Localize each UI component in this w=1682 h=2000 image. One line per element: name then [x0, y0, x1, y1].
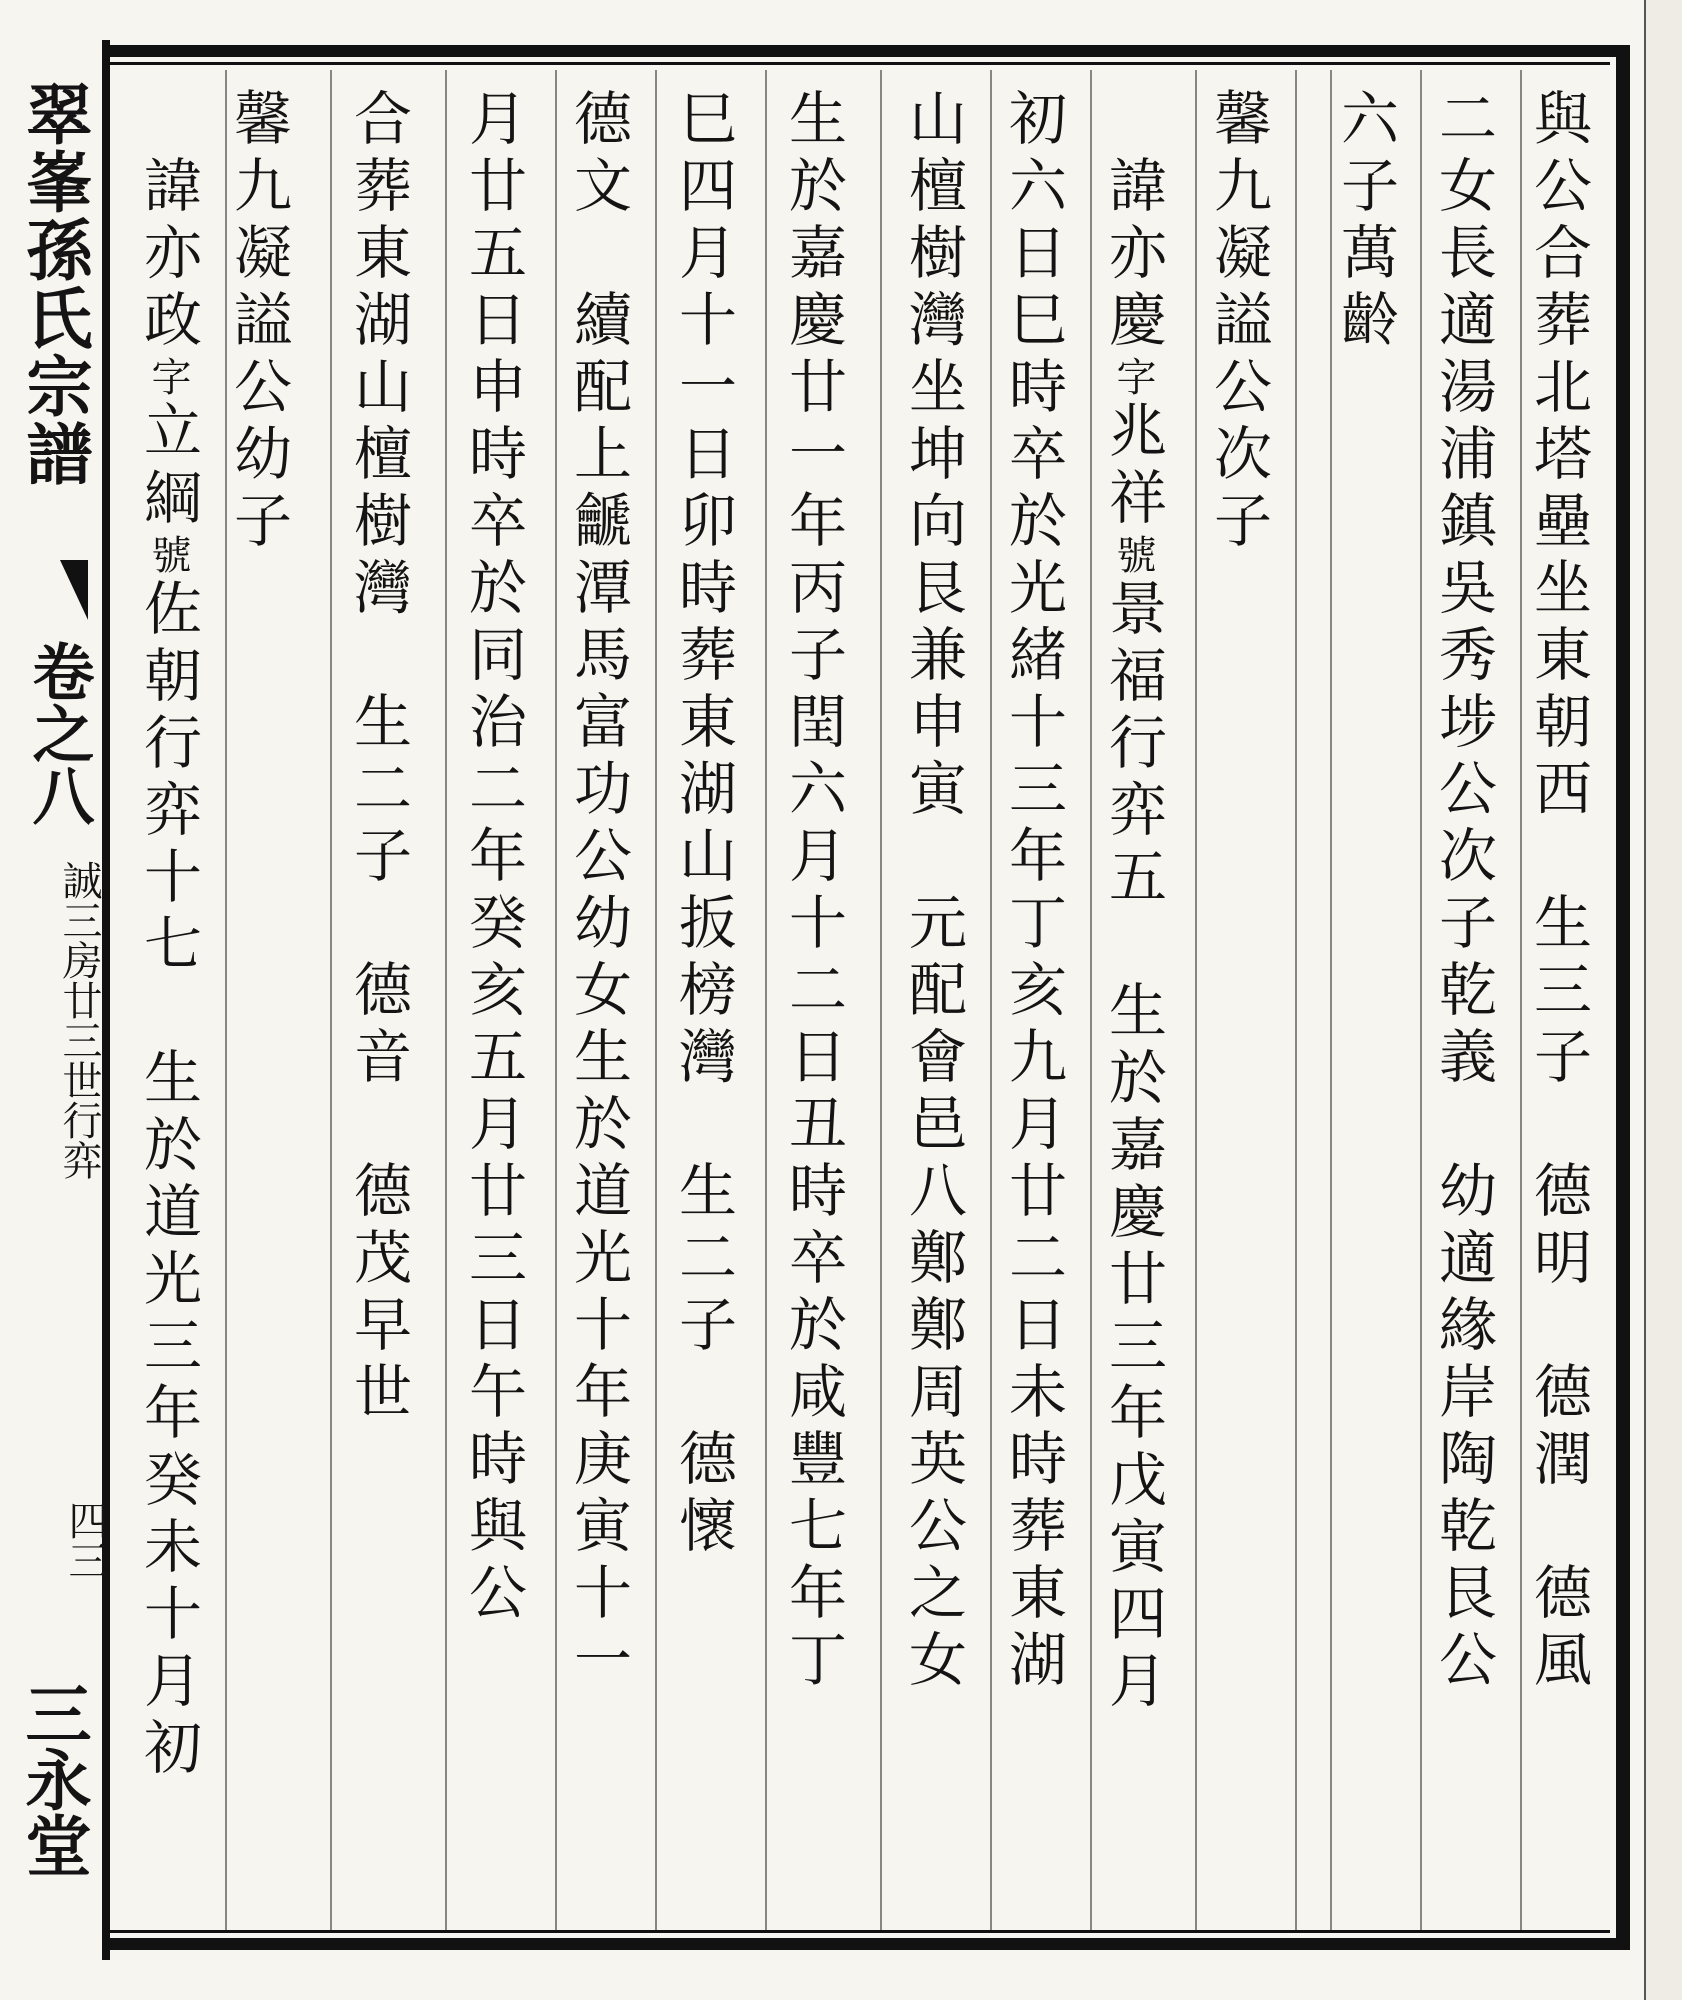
volume-label: 卷之八 [22, 640, 95, 826]
column-rule [330, 70, 332, 1930]
branch-generation-label: 誠三房廿三世行弈 [56, 860, 102, 1180]
book-title: 翠峯孫氏宗譜 [15, 80, 93, 488]
column-rule [765, 70, 767, 1930]
column-text: 初六日巳時卒於光緒十三年丁亥九月廿二日未時葬東湖 [999, 88, 1067, 1696]
column-rule [1195, 70, 1197, 1930]
column-text: 諱亦政 [134, 88, 202, 356]
page-number: 四三 [62, 1500, 108, 1580]
column-text: 佐朝行弈十七 生於道光三年癸未十月初 [134, 578, 202, 1784]
text-column [899, 88, 967, 1696]
annotation-text: 號 [145, 534, 191, 578]
fishtail-mark [60, 560, 88, 620]
column-text: 山檀樹灣坐坤向艮兼申寅 元配會邑八鄭鄭周英公之女 [899, 88, 967, 1696]
text-column [999, 88, 1067, 1696]
text-column [1204, 88, 1272, 557]
text-column [564, 88, 632, 1696]
text-column [459, 88, 527, 1629]
column-rule [555, 70, 557, 1930]
page-margin-strip [0, 40, 110, 1960]
text-column [779, 88, 847, 1696]
bottom-rule [110, 1930, 1610, 1933]
column-rule [1420, 70, 1422, 1930]
binding-edge [1644, 0, 1682, 2000]
text-column [134, 88, 202, 1784]
column-rule [990, 70, 992, 1930]
column-text: 月廿五日申時卒於同治二年癸亥五月廿三日午時與公 [459, 88, 527, 1629]
page-frame [110, 45, 1630, 1950]
column-text: 合葬東湖山檀樹灣 生二子 德音 德茂早世 [344, 88, 412, 1428]
text-column [1429, 88, 1497, 1696]
text-column [1099, 88, 1167, 1717]
column-rule [1295, 70, 1297, 1930]
column-text: 馨九凝謚公次子 [1204, 88, 1272, 557]
column-text: 馨九凝謚公幼子 [224, 88, 292, 557]
top-rule [110, 62, 1610, 65]
column-text: 巳四月十一日卯時葬東湖山扳榜灣 生二子 德懷 [669, 88, 737, 1562]
column-text: 生於嘉慶廿一年丙子閏六月十二日丑時卒於咸豐七年丁 [779, 88, 847, 1696]
column-rule [655, 70, 657, 1930]
text-column [344, 88, 412, 1428]
column-text: 景福行弈五 生於嘉慶廿三年戊寅四月 [1099, 578, 1167, 1717]
column-text: 立綱 [134, 400, 202, 534]
annotation-text: 字 [145, 356, 191, 400]
column-text: 德文 續配上䶵潭馬富功公幼女生於道光十年庚寅十一 [564, 88, 632, 1696]
column-text: 六子萬齡 [1331, 88, 1399, 356]
column-rule [880, 70, 882, 1930]
annotation-text: 字 [1110, 356, 1156, 400]
column-text: 二女長適湯浦鎮吳秀埗公次子乾義 幼適緣岸陶乾艮公 [1429, 88, 1497, 1696]
column-rule [445, 70, 447, 1930]
text-column [669, 88, 737, 1562]
text-column [1524, 88, 1592, 1696]
column-text: 兆祥 [1099, 400, 1167, 534]
column-rule [1520, 70, 1522, 1930]
column-text: 與公合葬北塔壘坐東朝西 生三子 德明 德潤 德風 [1524, 88, 1592, 1696]
annotation-text: 號 [1110, 534, 1156, 578]
hall-name: 三永堂 [14, 1680, 92, 1878]
column-text: 諱亦慶 [1099, 88, 1167, 356]
text-column [224, 88, 292, 557]
text-column [1331, 88, 1399, 356]
column-rule [1090, 70, 1092, 1930]
